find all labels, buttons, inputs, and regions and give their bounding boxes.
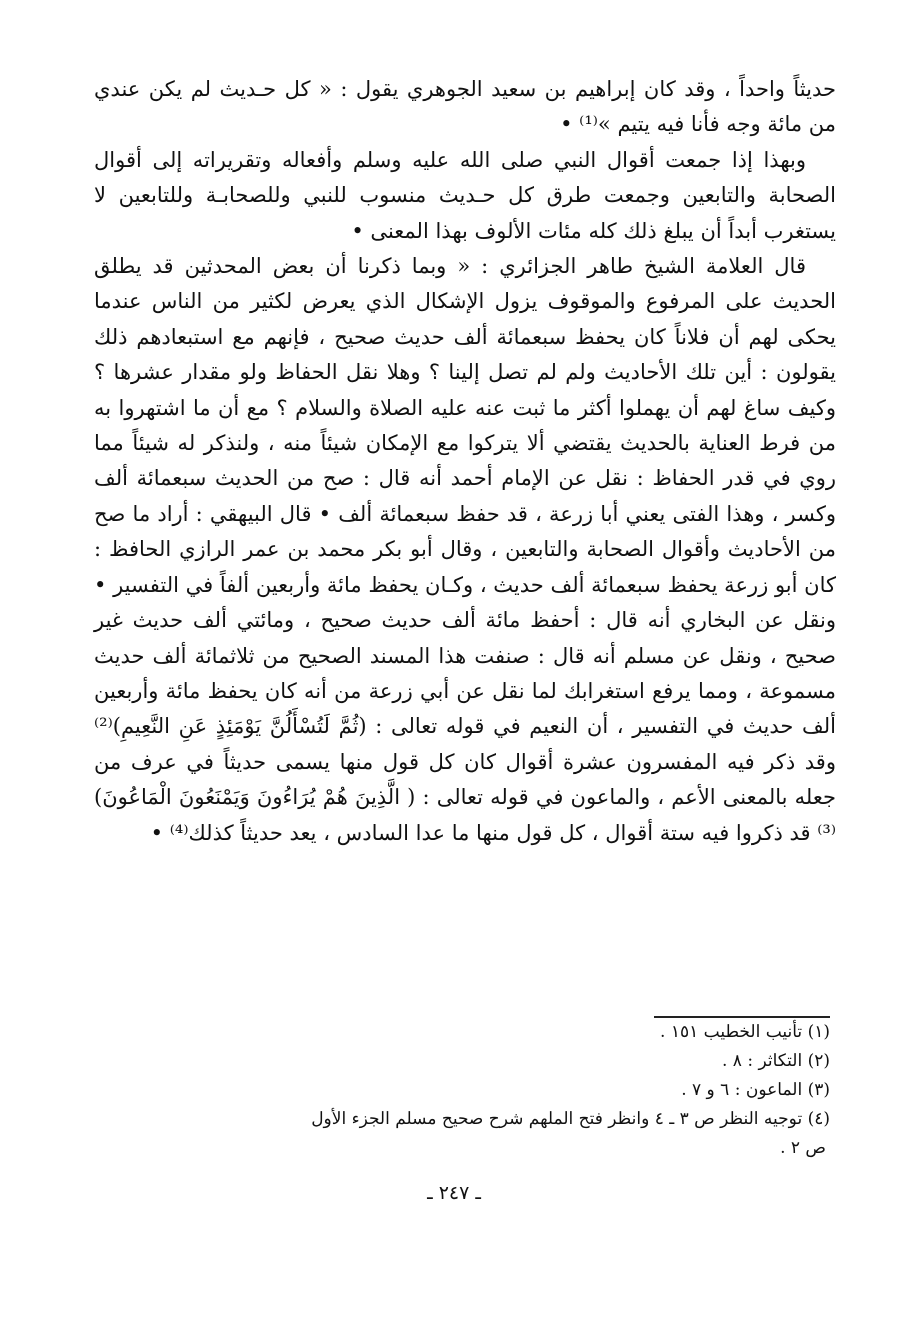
footnote-4-continuation: ص ٢ .	[780, 1138, 826, 1158]
footnotes	[90, 1018, 830, 1163]
main-text	[94, 72, 836, 851]
footnote-3: (٣) الماعون : ٦ و ٧ .	[681, 1080, 830, 1100]
paragraph-2: وبهذا إذا جمعت أقوال النبي صلى الله عليه وسلم وأفعاله وتقريراته إلى أقوال الصحابة والتابعين وجمعت طرق كل حـديث منسوب للنبي وللصحابـة وللتابعين لا يستغرب أبداً أن يبلغ ذلك كله مئات الألوف بهذا المعنى •	[94, 147, 836, 243]
footnote-2: (٢) التكاثر : ٨ .	[721, 1051, 830, 1071]
page-number: ـ ٢٤٧ ـ	[427, 1182, 481, 1204]
paragraph-1: حديثاً واحداً ، وقد كان إبراهيم بن سعيد الجوهري يقول : « كل حـديث لم يكن عندي من مائة وجه فأنا فيه يتيم »⁽¹⁾ •	[94, 77, 836, 137]
paragraph-3: قال العلامة الشيخ طاهر الجزائري : « وبما ذكرنا أن بعض المحدثين قد يطلق الحديث على المرفوع والموقوف يزول الإشكال الذي يعرض لكثير من الناس عندما يحكى لهم أن فلاناً كان يحفظ سبعمائة ألف حديث صحيح ، فإنهم مع استبعادهم ذلك يقولون : أين تلك الأحاديث ولم لم تصل إلينا ؟ وهلا نقل الحفاظ ولو مقدار عشرها ؟ وكيف ساغ لهم أن يهملوا أكثر ما ثبت عنه عليه الصلاة والسلام ؟ مع أن ما اشتهروا به من فرط العناية بالحديث يقتضي ألا يتركوا مع الإمكان شيئاً منه ، ولنذكر له شيئاً مما روي في قدر الحفاظ : نقل عن الإمام أحمد أنه قال : صح من الحديث سبعمائة ألف وكسر ، وهذا الفتى يعني أبا زرعة ، قد حفظ سبعمائة ألف • قال البيهقي : أراد ما صح من الأحاديث وأقوال الصحابة والتابعين ، وقال أبو بكر محمد بن عمر الرازي الحافظ : كان أبو زرعة يحفظ سبعمائة ألف حديث ، وكـان يحفظ مائة وأربعين ألفاً في التفسير • ونقل عن البخاري أنه قال : أحفظ مائة ألف حديث صحيح ، ومائتي ألف حديث غير صحيح ، ونقل عن مسلم أنه قال : صنفت هذا المسند الصحيح من ثلاثمائة ألف حديث مسموعة ، ومما يرفع استغرابك لما نقل عن أبي زرعة من أنه كان يحفظ مائة وأربعين ألف حديث في التفسير ، أن النعيم في قوله تعالى : (ثُمَّ لَتُسْأَلُنَّ يَوْمَئِذٍ عَنِ النَّعِيمِ)⁽²⁾ وقد ذكر فيه المفسرون عشرة أقوال كان كل قول منها يسمى حديثاً في عرف من جعله بالمعنى الأعم ، والماعون في قوله تعالى : ( الَّذِينَ هُمْ يُرَاءُونَ وَيَمْنَعُونَ الْمَاعُونَ)⁽³⁾ قد ذكروا فيه ستة أقوال ، كل قول منها ما عدا السادس ، يعد حديثاً كذلك⁽⁴⁾ •	[94, 254, 836, 845]
footnote-1: (١) تأنيب الخطيب ١٥١ .	[660, 1022, 830, 1042]
footnote-4: (٤) توجيه النظر ص ٣ ـ ٤ وانظر فتح الملهم شرح صحيح مسلم الجزء الأول	[311, 1109, 830, 1129]
